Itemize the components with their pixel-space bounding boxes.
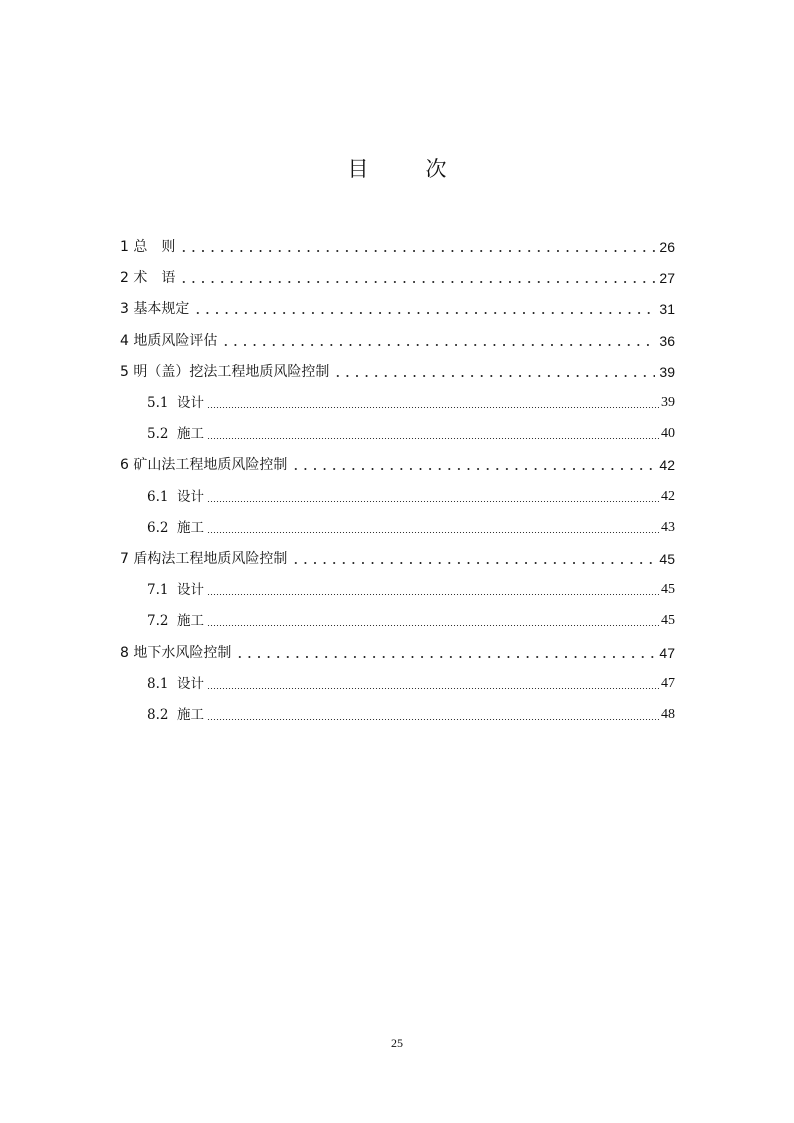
toc-entry-page: 43 bbox=[661, 519, 675, 535]
toc-entry-page: 45 bbox=[659, 551, 675, 567]
toc-entry-page: 47 bbox=[661, 675, 675, 691]
toc-entry-page: 48 bbox=[661, 707, 675, 722]
toc-chapter-entry[interactable] bbox=[120, 297, 675, 319]
toc-entry-page: 39 bbox=[661, 395, 675, 410]
toc-entry-label: 5.2 施工 bbox=[147, 426, 205, 443]
toc-dot-leader bbox=[179, 250, 655, 252]
toc-dot-leader bbox=[207, 719, 659, 720]
toc-entry-page: 31 bbox=[659, 301, 675, 318]
toc-entry-label: 4 地质风险评估 bbox=[120, 332, 218, 349]
toc-dot-leader bbox=[291, 562, 655, 564]
toc-entry-label: 8 地下水风险控制 bbox=[120, 644, 232, 661]
toc-section-entry[interactable] bbox=[147, 672, 675, 694]
toc-entry-label: 5.1 设计 bbox=[147, 395, 205, 411]
toc-entry-label: 8.1 设计 bbox=[147, 675, 205, 692]
toc-dot-leader bbox=[333, 375, 655, 377]
toc-entry-label: 6.2 施工 bbox=[147, 519, 205, 536]
toc-entry-label: 8.2 施工 bbox=[147, 707, 205, 723]
toc-section-entry[interactable] bbox=[147, 609, 675, 631]
toc-chapter-entry[interactable] bbox=[120, 360, 675, 382]
toc-entry-label: 5 明（盖）挖法工程地质风险控制 bbox=[120, 363, 330, 380]
toc-entry-page: 45 bbox=[661, 582, 675, 598]
toc-dot-leader bbox=[291, 468, 655, 470]
toc-dot-leader bbox=[207, 688, 659, 689]
page-number: 25 bbox=[391, 1036, 403, 1050]
toc-dot-leader bbox=[207, 625, 659, 626]
toc-entry-label: 2 术 语 bbox=[120, 270, 176, 287]
toc-entry-page: 40 bbox=[661, 426, 675, 442]
toc-chapter-entry[interactable] bbox=[120, 329, 675, 351]
toc-chapter-entry[interactable] bbox=[120, 266, 675, 288]
toc-entry-label: 6 矿山法工程地质风险控制 bbox=[120, 457, 288, 474]
toc-dot-leader bbox=[207, 407, 659, 408]
toc-section-entry[interactable] bbox=[147, 516, 675, 538]
toc-entry-label: 7.1 设计 bbox=[147, 582, 205, 599]
toc-entry-page: 42 bbox=[659, 457, 675, 474]
toc-entry-page: 47 bbox=[659, 644, 675, 661]
toc-entry-label: 7 盾构法工程地质风险控制 bbox=[120, 551, 288, 567]
toc-dot-leader bbox=[235, 656, 655, 658]
toc-entry-page: 42 bbox=[661, 488, 675, 504]
toc-entry-label: 7.2 施工 bbox=[147, 613, 205, 630]
toc-section-entry[interactable] bbox=[147, 703, 675, 725]
toc-dot-leader bbox=[207, 438, 659, 439]
toc-chapter-entry[interactable] bbox=[120, 453, 675, 475]
toc-dot-leader bbox=[193, 312, 655, 314]
toc-entry-label: 3 基本规定 bbox=[120, 301, 190, 318]
toc-section-entry[interactable] bbox=[147, 422, 675, 444]
toc-dot-leader bbox=[207, 594, 659, 595]
toc-entry-label: 6.1 设计 bbox=[147, 488, 205, 505]
toc-chapter-entry[interactable] bbox=[120, 641, 675, 663]
toc-entry-page: 45 bbox=[661, 613, 675, 629]
toc-chapter-entry[interactable] bbox=[120, 547, 675, 569]
toc-entry-page: 26 bbox=[659, 239, 675, 255]
toc-section-entry[interactable] bbox=[147, 391, 675, 413]
toc-entry-label: 1 总 则 bbox=[120, 239, 176, 255]
toc-chapter-entry[interactable] bbox=[120, 235, 675, 257]
toc-dot-leader bbox=[179, 281, 655, 283]
toc-title: 目 次 bbox=[347, 157, 465, 181]
toc-section-entry[interactable] bbox=[147, 578, 675, 600]
toc-entry-page: 27 bbox=[659, 270, 675, 287]
toc-section-entry[interactable] bbox=[147, 485, 675, 507]
toc-entry-page: 39 bbox=[659, 363, 675, 380]
toc-dot-leader bbox=[207, 501, 659, 502]
toc-dot-leader bbox=[221, 344, 655, 346]
toc-entry-page: 36 bbox=[659, 332, 675, 349]
toc-dot-leader bbox=[207, 532, 659, 533]
